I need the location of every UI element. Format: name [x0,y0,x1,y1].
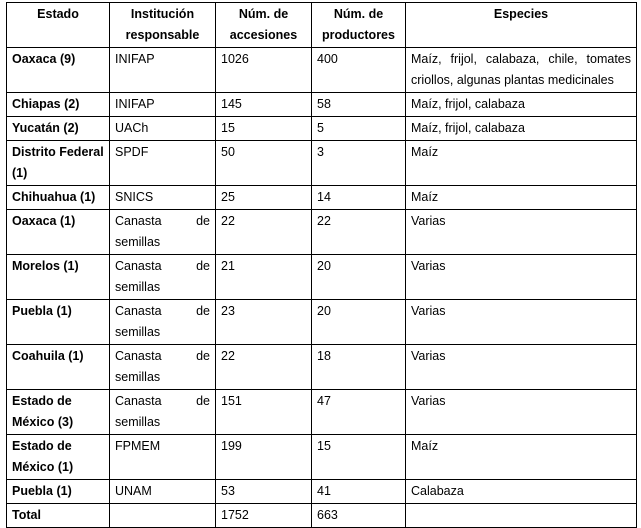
cell-productores: 22 [312,210,406,255]
total-especies [406,504,637,528]
cell-institucion: Canasta de semillas [110,255,216,300]
cell-estado: Morelos (1) [7,255,110,300]
table-row [7,186,637,210]
table-row [7,345,637,390]
table-row [7,48,637,93]
cell-productores: 18 [312,345,406,390]
cell-especies: Varias [406,300,637,345]
header-productores: Núm. de productores [312,3,406,48]
cell-institucion: Canasta de semillas [110,300,216,345]
cell-estado: Estado de México (1) [7,435,110,480]
header-accesiones: Núm. de accesiones [216,3,312,48]
cell-estado: Yucatán (2) [7,117,110,141]
cell-estado: Coahuila (1) [7,345,110,390]
table-row [7,480,637,504]
cell-productores: 41 [312,480,406,504]
table-row [7,210,637,255]
table-row [7,435,637,480]
cell-productores: 15 [312,435,406,480]
total-institucion [110,504,216,528]
cell-estado: Oaxaca (9) [7,48,110,93]
total-accesiones: 1752 [216,504,312,528]
cell-especies: Varias [406,210,637,255]
cell-productores: 58 [312,93,406,117]
total-label: Total [7,504,110,528]
cell-productores: 47 [312,390,406,435]
table-row [7,141,637,186]
species-collection-table [6,2,637,528]
cell-especies: Varias [406,345,637,390]
cell-institucion: UNAM [110,480,216,504]
table-total-row [7,504,637,528]
cell-accesiones: 23 [216,300,312,345]
cell-especies: Varias [406,390,637,435]
cell-accesiones: 50 [216,141,312,186]
cell-productores: 5 [312,117,406,141]
cell-productores: 3 [312,141,406,186]
cell-institucion: INIFAP [110,48,216,93]
cell-accesiones: 22 [216,345,312,390]
table-row [7,300,637,345]
cell-especies: Maíz, frijol, calabaza [406,117,637,141]
header-especies: Especies [406,3,637,48]
cell-estado: Distrito Federal (1) [7,141,110,186]
header-institucion: Institución responsable [110,3,216,48]
cell-accesiones: 145 [216,93,312,117]
cell-institucion: UACh [110,117,216,141]
cell-productores: 20 [312,300,406,345]
cell-accesiones: 22 [216,210,312,255]
cell-especies: Maíz [406,186,637,210]
cell-productores: 14 [312,186,406,210]
table-header-row [7,3,637,48]
cell-especies: Maíz [406,435,637,480]
cell-accesiones: 25 [216,186,312,210]
cell-institucion: SPDF [110,141,216,186]
cell-institucion: Canasta de semillas [110,390,216,435]
table-row [7,117,637,141]
cell-institucion: Canasta de semillas [110,345,216,390]
cell-especies: Calabaza [406,480,637,504]
cell-estado: Puebla (1) [7,480,110,504]
cell-estado: Chihuahua (1) [7,186,110,210]
cell-productores: 20 [312,255,406,300]
table-row [7,255,637,300]
cell-accesiones: 151 [216,390,312,435]
cell-estado: Oaxaca (1) [7,210,110,255]
cell-institucion: SNICS [110,186,216,210]
cell-accesiones: 199 [216,435,312,480]
cell-accesiones: 53 [216,480,312,504]
cell-accesiones: 15 [216,117,312,141]
cell-estado: Chiapas (2) [7,93,110,117]
table-row [7,390,637,435]
total-productores: 663 [312,504,406,528]
cell-estado: Puebla (1) [7,300,110,345]
cell-institucion: FPMEM [110,435,216,480]
header-estado: Estado [7,3,110,48]
cell-institucion: Canasta de semillas [110,210,216,255]
cell-especies: Maíz, frijol, calabaza, chile, tomates criollos, algunas plantas medicinales [406,48,637,93]
cell-especies: Varias [406,255,637,300]
cell-institucion: INIFAP [110,93,216,117]
cell-accesiones: 1026 [216,48,312,93]
cell-productores: 400 [312,48,406,93]
cell-estado: Estado de México (3) [7,390,110,435]
table-row [7,93,637,117]
cell-accesiones: 21 [216,255,312,300]
cell-especies: Maíz [406,141,637,186]
cell-especies: Maíz, frijol, calabaza [406,93,637,117]
